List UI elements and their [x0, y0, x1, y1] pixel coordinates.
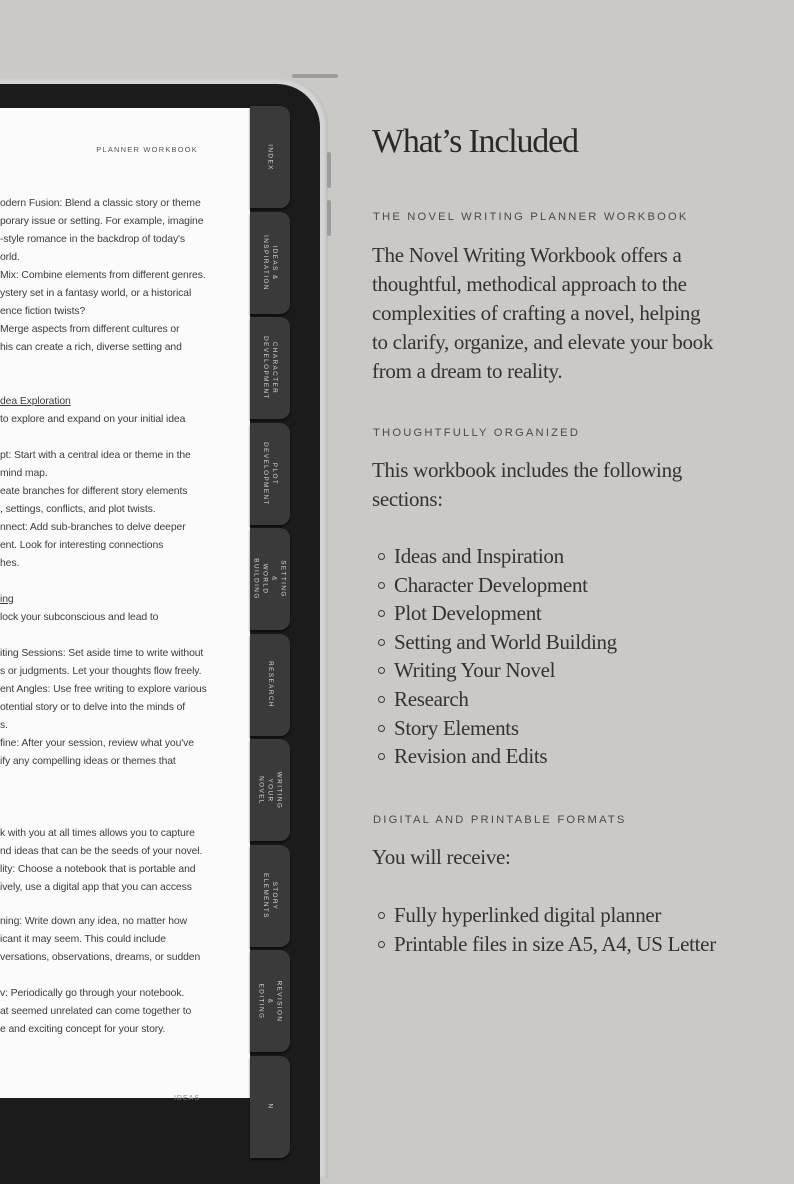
section-item-label: Character Development	[394, 572, 588, 597]
workbook-text-line: mind map.	[0, 468, 48, 479]
workbook-text-line: dea Exploration	[0, 396, 71, 407]
section-item	[378, 628, 617, 657]
circle-bullet-icon	[378, 667, 385, 674]
circle-bullet-icon	[378, 553, 385, 560]
section-label-formats: DIGITAL AND PRINTABLE FORMATS	[373, 814, 627, 826]
workbook-text-line: v: Periodically go through your notebook.	[0, 988, 185, 999]
tab-label: N	[266, 1103, 274, 1110]
format-item-label: Fully hyperlinked digital planner	[394, 903, 662, 927]
workbook-text-line: at seemed unrelated can come together to	[0, 1006, 192, 1017]
workbook-page-header: PLANNER WORKBOOK	[96, 145, 198, 154]
format-item	[378, 930, 716, 959]
workbook-text-line: ify any compelling ideas or themes that	[0, 756, 176, 767]
workbook-text-line: icant it may seem. This could include	[0, 934, 166, 945]
workbook-text-line: porary issue or setting. For example, imagine	[0, 216, 204, 227]
section-item	[378, 685, 617, 714]
workbook-text-line: orld.	[0, 252, 20, 263]
workbook-text-line: Mix: Combine elements from different genres.	[0, 270, 206, 281]
tab-label: CHARACTER DEVELOPMENT	[262, 336, 279, 400]
section-item	[378, 656, 617, 685]
circle-bullet-icon	[378, 696, 385, 703]
workbook-text-line: nd ideas that can be the seeds of your novel.	[0, 846, 203, 857]
section-item-label: Revision and Edits	[394, 744, 548, 769]
tab-ideas-inspiration[interactable]	[250, 212, 290, 314]
tab-story-elements[interactable]	[250, 845, 290, 947]
tablet-volume-up-button	[327, 152, 331, 188]
workbook-text-line: s or judgments. Let your thoughts flow freely.	[0, 666, 202, 677]
workbook-text-line: hes.	[0, 558, 20, 569]
workbook-text-line: otential story or to delve into the minds of	[0, 702, 186, 713]
workbook-text-line: versations, observations, dreams, or sudden	[0, 952, 201, 963]
workbook-page	[0, 108, 250, 1102]
workbook-text-line: to explore and expand on your initial idea	[0, 414, 186, 425]
section-item-label: Setting and World Building	[394, 629, 617, 654]
workbook-text-line: ystery set in a fantasy world, or a historical	[0, 288, 192, 299]
tablet-screen	[0, 108, 292, 1110]
workbook-text-line: s.	[0, 720, 8, 731]
workbook-text-line: eate branches for different story elements	[0, 486, 188, 497]
tab-label: WRITING YOUR NOVEL	[257, 771, 283, 809]
workbook-text-line: iting Sessions: Set aside time to write without	[0, 648, 204, 659]
workbook-text-line: ence fiction twists?	[0, 306, 86, 317]
circle-bullet-icon	[378, 610, 385, 617]
workbook-text-line: pt: Start with a central idea or theme in the	[0, 450, 191, 461]
workbook-text-line: his can create a rich, diverse setting and	[0, 342, 182, 353]
circle-bullet-icon	[378, 582, 385, 589]
sections-intro: This workbook includes the following sections:	[372, 458, 682, 511]
tab-next[interactable]	[250, 1056, 290, 1158]
tab-research[interactable]	[250, 634, 290, 736]
tab-writing-your-novel[interactable]	[250, 739, 290, 841]
tablet-top-button	[292, 74, 338, 78]
format-item	[378, 901, 716, 930]
section-label-organized: THOUGHTFULLY ORGANIZED	[373, 427, 581, 439]
page-title: What’s Included	[372, 123, 578, 160]
circle-bullet-icon	[378, 725, 385, 732]
tab-index[interactable]	[250, 106, 290, 208]
workbook-description: The Novel Writing Workbook offers a thoughtful, methodical approach to the complexities of crafting a novel, helping to clarify, organize, and elevate your book from a dream to reality.	[372, 243, 714, 383]
section-item-label: Plot Development	[394, 601, 542, 626]
workbook-text-line: e and exciting concept for your story.	[0, 1024, 166, 1035]
circle-bullet-icon	[378, 639, 385, 646]
workbook-text-line: , settings, conflicts, and plot twists.	[0, 504, 156, 515]
section-item-label: Ideas and Inspiration	[394, 544, 564, 568]
circle-bullet-icon	[378, 941, 385, 948]
tab-setting-world-building[interactable]	[250, 528, 290, 630]
workbook-page-footer: IDEAS	[173, 1095, 200, 1102]
section-item-label: Writing Your Novel	[394, 658, 556, 683]
workbook-text-line: lock your subconscious and lead to	[0, 612, 159, 623]
section-item	[378, 542, 617, 571]
formats-list	[378, 901, 716, 958]
workbook-text-line: -style romance in the backdrop of today's	[0, 234, 186, 245]
tab-plot-development[interactable]	[250, 423, 290, 525]
section-item-label: Story Elements	[394, 715, 519, 740]
section-tab-strip	[250, 108, 292, 1110]
circle-bullet-icon	[378, 753, 385, 760]
tab-character-development[interactable]	[250, 317, 290, 419]
section-item	[378, 599, 617, 628]
workbook-text-line: ing	[0, 594, 14, 605]
section-item	[378, 714, 617, 743]
workbook-text-line: fine: After your session, review what you've	[0, 738, 194, 749]
workbook-text-line: Merge aspects from different cultures or	[0, 324, 180, 335]
tab-label: RESEARCH	[266, 661, 274, 708]
workbook-text-line: ent. Look for interesting connections	[0, 540, 164, 551]
workbook-text-line: nnect: Add sub-branches to delve deeper	[0, 522, 186, 533]
tab-label: PLOT DEVELOPMENT	[262, 441, 279, 506]
workbook-text-line: ent Angles: Use free writing to explore various	[0, 684, 207, 695]
workbook-text-line: ively, use a digital app that you can access	[0, 882, 192, 893]
section-item-label: Research	[394, 686, 469, 711]
section-item	[378, 742, 617, 771]
format-item-label: Printable files in size A5, A4, US Letter	[394, 931, 716, 956]
circle-bullet-icon	[378, 912, 385, 919]
tab-revision-editing[interactable]	[250, 950, 290, 1052]
workbook-text-line: k with you at all times allows you to capture	[0, 828, 195, 839]
sections-list	[378, 542, 617, 771]
section-item	[378, 571, 617, 600]
tab-label: INDEX	[266, 143, 274, 171]
section-label-workbook: THE NOVEL WRITING PLANNER WORKBOOK	[373, 211, 689, 223]
formats-intro: You will receive:	[372, 845, 511, 869]
tab-label: IDEAS & INSPIRATION	[262, 234, 279, 291]
tab-label: REVISION & EDITING	[257, 980, 283, 1022]
workbook-text-line: lity: Choose a notebook that is portable and	[0, 864, 196, 875]
tab-label: STORY ELEMENTS	[262, 872, 278, 919]
tab-label: SETTING & WORLD BUILDING	[253, 558, 288, 600]
tablet-volume-down-button	[327, 200, 331, 236]
workbook-text-line: odern Fusion: Blend a classic story or theme	[0, 198, 201, 209]
workbook-text-line: ning: Write down any idea, no matter how	[0, 916, 187, 927]
